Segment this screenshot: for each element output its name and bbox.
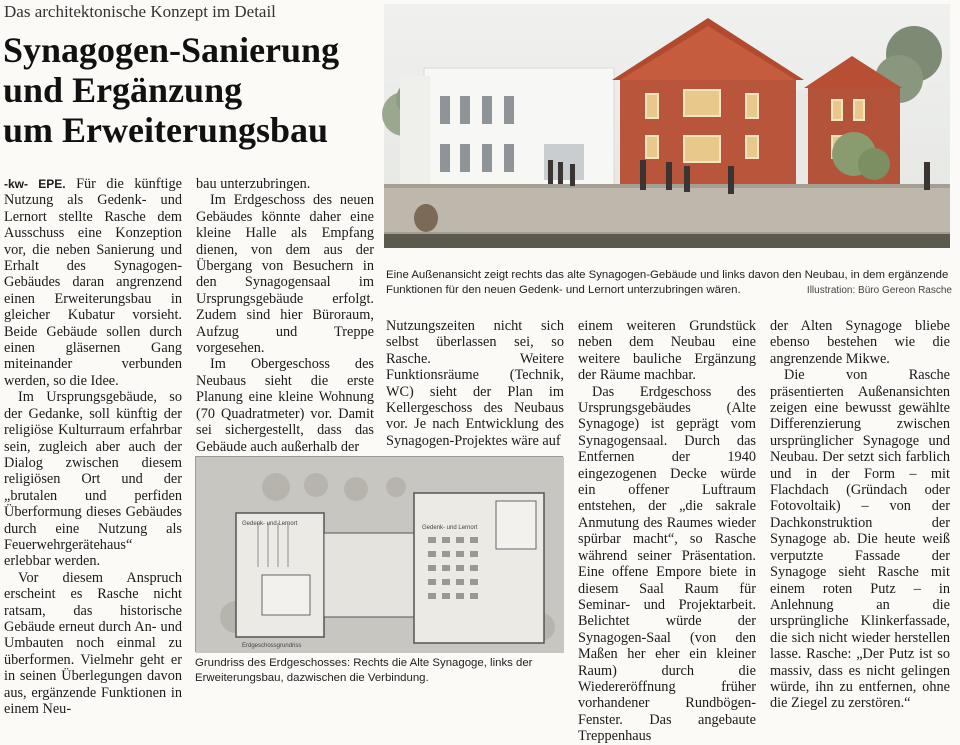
paragraph: einem weiteren Grundstück neben dem Neubau eine weitere bauliche Ergänzung der Räume machbar. <box>578 318 756 384</box>
paragraph: Das Erdgeschoss des Ursprungsgebäudes (Alte Synagoge) ist geprägt vom Synagogensaal. Durch das Entfernen der 1940 eingezogenen Decke würde ein offener Luftraum entstehen, der „die sakrale Anmutung des Raumes wieder spürbar macht“, so Rasche während seiner Präsentation. Eine offene Empore biete in diesem Saal Raum für Seminar- und Projektarbeit. Belichtet würde der Synagogen-Saal (von den Maßen her eher ein kleiner Raum) durch die Wiedereröffnung früher vorhandener Rundbögen-Fenster. Das angebaute Treppenhaus <box>578 383 756 745</box>
photo-caption-text: Eine Außenansicht zeigt rechts das alte Synagogen-Gebäude und links davon den Neubau, in dem ergänzende Funktionen für den neuen Gedenk- und Lernort unterzubringen wären. <box>386 269 949 296</box>
plan-caption: Grundriss des Erdgeschosses: Rechts die Alte Synagoge, links der Erweiterungsbau, dazwischen die Verbindung. <box>195 657 533 684</box>
photo-credit: Illustration: Büro Gereon Rasche <box>806 285 952 296</box>
headline-line-3: um Erweiterungsbau <box>3 110 329 150</box>
paragraph-text: Für die künftige Nutzung als Gedenk- und Lernort stellte Rasche dem Ausschuss eine Konzeption vor, die neben Sanierung und Erhalt des Synagogen-Gebäudes daran angrenzend einen Erweiterungsbau in gleicher Kubatur vorsieht. Beide Gebäude sollen durch einen gläsernen Gang miteinander verbunden werden, so die Idee. <box>4 176 183 389</box>
headline-line-1: Synagogen-Sanierung <box>3 30 340 70</box>
paragraph: der Alten Synagoge bliebe ebenso bestehen wie die angrenzende Mikwe. <box>770 318 950 367</box>
plan-label-synagogue: Gedenk- und Lernort <box>422 525 478 531</box>
exterior-illustration <box>384 4 950 248</box>
photo-caption <box>386 268 952 298</box>
paragraph: Nutzungszeiten nicht sich selbst überlassen sei, so Rasche. Weitere Funktionsräume (Technik, WC) sieht der Plan im Kellergeschoss des Neubaus vor. Je nach Entwicklung des Synagogen-Projektes wäre auf <box>386 318 564 449</box>
paragraph: Im Ursprungsgebäude, so der Gedanke, soll künftig der religiöse Kulturraum erfahrbar sein, zugleich aber auch der Dialog zwischen diesem religiösen Ort und der „brutalen und perfiden Überformung dieses Gebäudes durch eine Nutzung als Feuerwehrgerätehaus“ erlebbar werden. <box>4 389 182 570</box>
article-column-2 <box>196 176 374 455</box>
headline-line-2: und Ergänzung <box>3 70 243 110</box>
paragraph <box>4 176 182 389</box>
paragraph: Vor diesem Anspruch erscheint es Rasche nicht ratsam, das historische Gebäude erneut durch An- und Umbauten noch einmal zu überformen. Vielmehr geht er in seinen Überlegungen davon aus, ergänzende Funktionen in einem Neu- <box>4 569 182 717</box>
plan-label-new: Gedenk- und Lernort <box>242 521 298 527</box>
exterior-illustration-graphic <box>384 4 950 248</box>
paragraph: Im Erdgeschoss des neuen Gebäudes könnte daher eine kleine Halle als Empfang dienen, von dem aus der Übergang von Besuchern in den Synagogensaal im Ursprungsgebäude erfolgt. Zudem sind hier Büroraum, Aufzug und Treppe vorgesehen. <box>196 192 374 357</box>
kicker: Das architektonische Konzept im Detail <box>4 2 276 21</box>
floor-plan-graphic <box>196 457 564 653</box>
paragraph: Im Obergeschoss des Neubaus sieht die erste Planung eine kleine Wohnung (70 Quadratmeter) vor. Damit sei sichergestellt, dass das Gebäude auch außerhalb der <box>196 356 374 455</box>
article-column-4 <box>578 318 756 745</box>
article-column-5 <box>770 318 950 712</box>
paragraph: bau unterzubringen. <box>196 176 311 192</box>
floor-plan <box>195 456 563 652</box>
paragraph: Die von Rasche präsentierten Außenansichten zeigen eine bewusst gewählte Differenzierung zwischen ursprünglicher Synagoge und Neubau. Der setzt sich farblich und in der Form – mit Flachdach (Gründach oder Fotovoltaik) – von der Dachkonstruktion der Synagoge ab. Die heute weiß verputzte Fassade der Synagoge sieht Rasche mit einem roten Putz – in Anlehnung an die ursprüngliche Klinkerfassade, die sich nicht wieder herstellen lasse. Rasche: „Der Putz ist so massiv, dass es nicht gelingen würde, ihn zu entfernen, ohne die Ziegel zu zerstören.“ <box>770 367 950 712</box>
headline <box>3 30 383 150</box>
article-column-3 <box>386 318 564 449</box>
plan-label-title: Erdgeschossgrundriss <box>242 643 302 649</box>
dateline: -kw- EPE. <box>4 177 66 191</box>
article-column-1 <box>4 176 182 717</box>
